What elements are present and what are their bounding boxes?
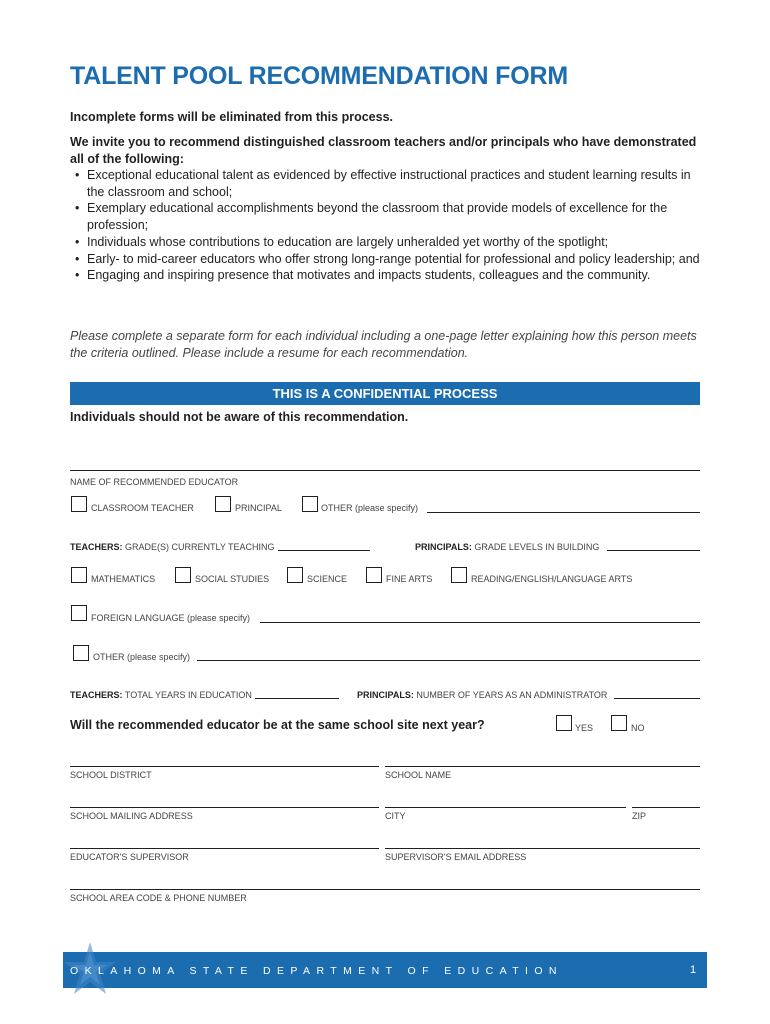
no-label: NO (631, 723, 645, 733)
phone-field[interactable] (70, 889, 700, 890)
school-district-label: SCHOOL DISTRICT (70, 770, 152, 780)
teachers-years-prefix: TEACHERS: (70, 690, 123, 700)
school-name-field[interactable] (385, 766, 700, 767)
criteria-item: • Early- to mid-career educators who offer strong long-range potential for professional and policy leadership; and (70, 251, 710, 268)
criteria-item: • Exemplary educational accomplishments beyond the classroom that provide models of excellence for the profession; (70, 200, 710, 233)
city-field[interactable] (385, 807, 626, 808)
mathematics-label: MATHEMATICS (91, 574, 156, 584)
phone-label: SCHOOL AREA CODE & PHONE NUMBER (70, 893, 247, 903)
fine-arts-checkbox[interactable] (366, 567, 382, 583)
teachers-grades-label (70, 542, 275, 552)
name-label: NAME OF RECOMMENDED EDUCATOR (70, 477, 239, 487)
other-subject-label: OTHER (please specify) (93, 652, 191, 662)
principal-checkbox[interactable] (215, 496, 231, 512)
teachers-grades-prefix: TEACHERS: (70, 542, 123, 552)
teachers-years-text: TOTAL YEARS IN EDUCATION (124, 690, 252, 700)
science-label: SCIENCE (307, 574, 348, 584)
footer-agency: OKLAHOMA STATE DEPARTMENT OF EDUCATION (70, 965, 563, 977)
criteria-item: • Individuals whose contributions to education are largely unheralded yet worthy of the spotlight; (70, 234, 710, 251)
teachers-grades-text: GRADE(S) CURRENTLY TEACHING (125, 542, 275, 552)
reading-checkbox[interactable] (451, 567, 467, 583)
foreign-language-field[interactable] (260, 622, 700, 623)
principals-years-prefix: PRINCIPALS: (357, 690, 414, 700)
supervisor-email-field[interactable] (385, 848, 700, 849)
page-number: 1 (690, 964, 697, 976)
intro-invite: We invite you to recommend distinguished classroom teachers and/or principals who have demonstrated all of the following: (70, 135, 697, 166)
instructions: Please complete a separate form for each individual including a one-page letter explaining how this person meets the criteria outlined. Please include a resume for each recommendation. (70, 329, 697, 360)
science-checkbox[interactable] (287, 567, 303, 583)
zip-field[interactable] (632, 807, 700, 808)
classroom-teacher-checkbox[interactable] (71, 496, 87, 512)
intro-warning: Incomplete forms will be eliminated from this process. (70, 110, 393, 124)
supervisor-label: EDUCATOR'S SUPERVISOR (70, 852, 189, 862)
same-site-question: Will the recommended educator be at the same school site next year? (70, 718, 485, 732)
reading-label: READING/ENGLISH/LANGUAGE ARTS (471, 574, 633, 584)
social-studies-label: SOCIAL STUDIES (195, 574, 270, 584)
yes-checkbox[interactable] (556, 715, 572, 731)
school-name-label: SCHOOL NAME (385, 770, 452, 780)
criteria-item: • Exceptional educational talent as evidenced by effective instructional practices and student learning results in the classroom and school; (70, 167, 710, 200)
other-subject-checkbox[interactable] (73, 645, 89, 661)
city-label: CITY (385, 811, 406, 821)
foreign-language-checkbox[interactable] (71, 605, 87, 621)
name-field[interactable] (70, 470, 700, 471)
principals-years-label (357, 690, 607, 700)
other-role-field[interactable] (427, 512, 700, 513)
principals-grades-label (415, 542, 599, 552)
teachers-years-field[interactable] (255, 698, 339, 699)
mailing-address-label: SCHOOL MAILING ADDRESS (70, 811, 193, 821)
foreign-language-label: FOREIGN LANGUAGE (please specify) (91, 613, 251, 623)
classroom-teacher-label: CLASSROOM TEACHER (91, 503, 194, 513)
school-district-field[interactable] (70, 766, 379, 767)
criteria-list (70, 167, 710, 284)
principals-grades-prefix: PRINCIPALS: (415, 542, 472, 552)
supervisor-field[interactable] (70, 848, 379, 849)
fine-arts-label: FINE ARTS (386, 574, 433, 584)
principal-label: PRINCIPAL (235, 503, 282, 513)
other-subject-field[interactable] (197, 660, 700, 661)
yes-label: YES (575, 723, 594, 733)
mathematics-checkbox[interactable] (71, 567, 87, 583)
zip-label: ZIP (632, 811, 647, 821)
no-checkbox[interactable] (611, 715, 627, 731)
form-title: TALENT POOL RECOMMENDATION FORM (70, 62, 568, 90)
principals-years-field[interactable] (614, 698, 700, 699)
social-studies-checkbox[interactable] (175, 567, 191, 583)
confidential-note: Individuals should not be aware of this recommendation. (70, 410, 409, 424)
criteria-item: • Engaging and inspiring presence that motivates and impacts students, colleagues and the community. (70, 267, 710, 284)
supervisor-email-label: SUPERVISOR'S EMAIL ADDRESS (385, 852, 527, 862)
mailing-address-field[interactable] (70, 807, 379, 808)
other-role-checkbox[interactable] (302, 496, 318, 512)
principals-grades-text: GRADE LEVELS IN BUILDING (474, 542, 600, 552)
principals-grades-field[interactable] (607, 550, 700, 551)
teachers-years-label (70, 690, 252, 700)
principals-years-text: NUMBER OF YEARS AS AN ADMINISTRATOR (416, 690, 608, 700)
teachers-grades-field[interactable] (278, 550, 370, 551)
other-role-label: OTHER (please specify) (321, 503, 419, 513)
confidential-banner: THIS IS A CONFIDENTIAL PROCESS (70, 382, 700, 405)
